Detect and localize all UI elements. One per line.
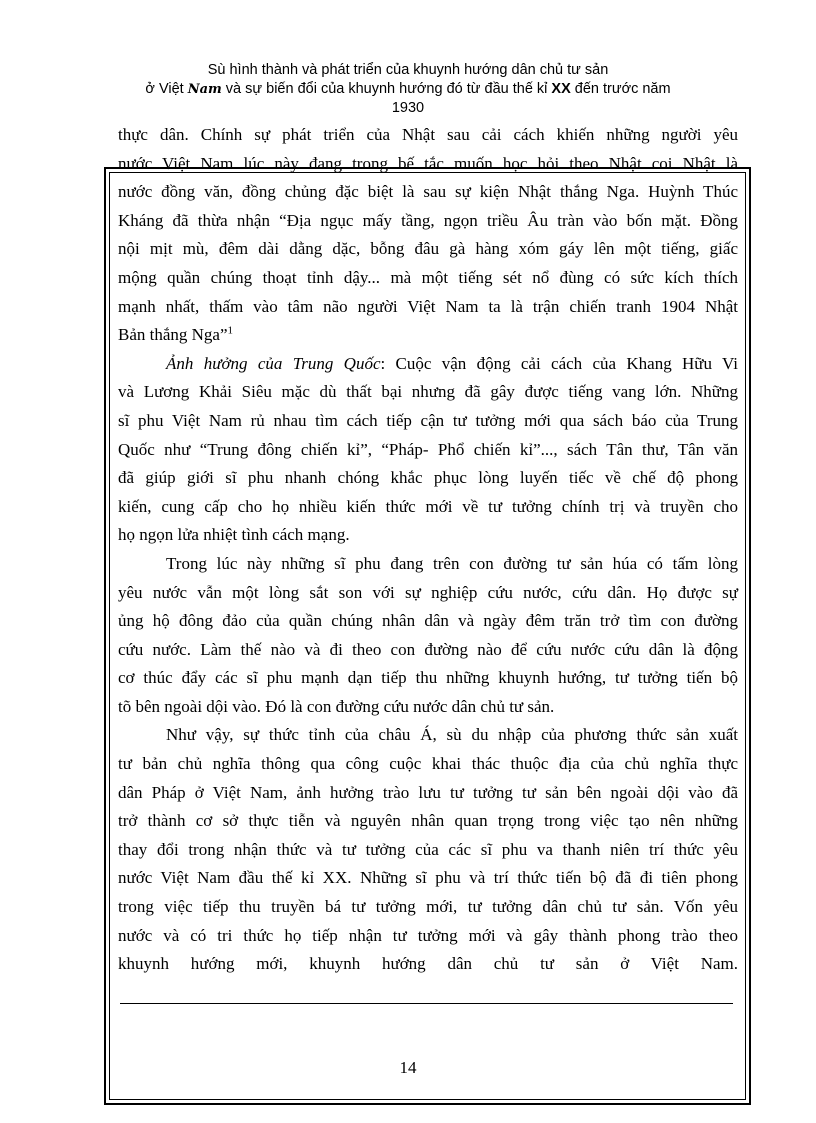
header-text: đến trước năm (570, 80, 671, 97)
paragraph-1 (118, 121, 738, 350)
footnote-ref[interactable]: 1 (227, 324, 234, 337)
text-run: : Cuộc vận động cải cách của Khang Hữu Vi (380, 353, 738, 373)
text-line: trở thành cơ sở thực tiễn và nguyên nhân quan trọng trong việc tạo nên những (118, 811, 738, 831)
text-line: nước Việt Nam lúc này đang trong bế tắc muốn học hỏi theo Nhật coi Nhật là (118, 153, 738, 173)
header-text: và sự biến đổi của khuynh hướng đó từ đầu thế kỉ (221, 80, 552, 97)
text-line (118, 350, 738, 379)
text-line: nước Việt Nam đầu thế kỉ XX. Những sĩ phu và trí thức tiến bộ đã đi tiên phong (118, 868, 738, 888)
body-text (118, 121, 738, 979)
text-line: thay đổi trong nhận thức và tư tưởng của các sĩ phu va thanh niên trí thức yêu (118, 839, 738, 859)
paragraph-4 (118, 721, 738, 978)
text-line: nước và có tri thức họ tiếp nhận tư tưởng mới và gây thành phong trào theo (118, 925, 738, 945)
header-bold-word: XX (551, 80, 571, 97)
text-line: Trong lúc này những sĩ phu đang trên con đường tư sản húa có tấm lòng (166, 553, 738, 573)
header-script-word: Nam (187, 81, 222, 97)
text-line: sĩ phu Việt Nam rủ nhau tìm cách tiếp cận tư tưởng mới qua sách báo của Trung (118, 410, 738, 430)
text-line: kiến, cung cấp cho họ nhiều kiến thức mới về tư tưởng chính trị và truyền cho (118, 496, 738, 516)
text-line: cơ thúc đẩy các sĩ phu mạnh dạn tiếp thu những khuynh hướng, tư tưởng tiến bộ (118, 668, 738, 688)
text-line: đã giúp giới sĩ phu nhanh chóng khắc phục lòng luyến tiếc về chế độ phong (118, 468, 738, 488)
page-number: 14 (399, 1058, 417, 1077)
header-text: ở Việt (145, 80, 188, 97)
text-line: khuynh hướng mới, khuynh hướng dân chủ tư sản ở Việt Nam. (118, 954, 738, 974)
text-line: dân Pháp ở Việt Nam, ảnh hưởng trào lưu tư tưởng tư sản bên ngoài dội vào đã (118, 782, 738, 802)
text-line: ủng hộ đông đảo của quần chúng nhân dân và ngày đêm trăn trở tìm con đường (118, 611, 738, 631)
footer-rule (120, 1003, 733, 1004)
text-line: nội mịt mù, đêm dài dằng dặc, bỗng đâu gà hàng xóm gáy lên một tiếng, giấc (118, 239, 738, 259)
text-line: mạnh nhất, thấm vào tâm não người Việt Nam ta là trận chiến tranh 1904 Nhật (118, 296, 738, 316)
text-line-last: tõ bên ngoài dội vào. Đó là con đường cứu nước dân chủ tư sản. (118, 696, 555, 716)
text-line: cứu nước. Làm thế nào và đi theo con đường nào để cứu nước cứu dân là động (118, 639, 738, 659)
paragraph-3 (118, 550, 738, 722)
paragraph-2 (118, 350, 738, 550)
section-heading: Ảnh hưởng của Trung Quốc (166, 353, 381, 373)
text-line: nước đồng văn, đồng chủng đặc biệt là sau sự kiện Nhật thắng Nga. Huỳnh Thúc (118, 182, 738, 202)
header-line-2 (100, 80, 716, 100)
text-line: tư bản chủ nghĩa thông qua công cuộc khai thác thuộc địa của chủ nghĩa thực (118, 754, 738, 774)
text-line: và Lương Khải Siêu mặc dù thất bại nhưng đã gây được tiếng vang lớn. Những (118, 382, 738, 402)
text-line: thực dân. Chính sự phát triển của Nhật sau cải cách khiến những người yêu (118, 125, 738, 144)
text-line: Như vậy, sự thức tỉnh của châu Á, sù du nhập của phương thức sản xuất (166, 725, 738, 745)
text-line: Quốc như “Trung đông chiến kỉ”, “Pháp- Phổ chiến kỉ”..., sách Tân thư, Tân văn (118, 439, 738, 459)
text-line: mộng quần chúng thoạt tỉnh dậy... mà một tiếng sét nổ đùng có sức kích thích (118, 267, 738, 287)
text-line: trong việc tiếp thu truyền bá tư tưởng mới, tư tưởng dân chủ tư sản. Vốn yêu (118, 897, 738, 917)
running-header (100, 61, 716, 118)
text-line: yêu nước vẫn một lòng sắt son với sự nghiệp cứu nước, cứu dân. Họ được sự (118, 582, 738, 602)
header-line-3: 1930 (391, 100, 425, 116)
header-line-1: Sù hình thành và phát triển của khuynh hướng dân chủ tư sản (207, 62, 609, 78)
text-line-last: họ ngọn lửa nhiệt tình cách mạng. (118, 525, 350, 545)
text-line-last (118, 321, 738, 350)
text-line: Kháng đã thừa nhận “Địa ngục mấy tầng, ngọn triều Âu tràn vào bốn mặt. Đồng (118, 210, 738, 230)
text-run: Bản thắng Nga” (118, 325, 228, 345)
